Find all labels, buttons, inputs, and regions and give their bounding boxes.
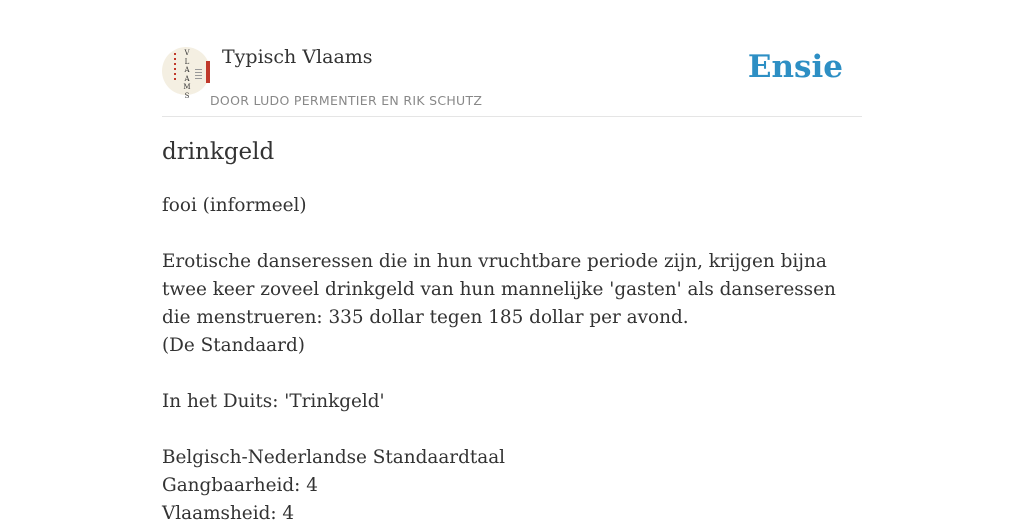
avatar-letters: V L A A M S [183, 49, 191, 100]
entry-body [162, 192, 862, 528]
entry-german: In het Duits: 'Trinkgeld' [162, 391, 385, 412]
entry-gangbaarheid: Gangbaarheid: 4 [162, 475, 318, 496]
ensie-logo-link[interactable]: Ensie [747, 49, 843, 85]
byline: DOOR LUDO PERMENTIER EN RIK SCHUTZ [210, 93, 483, 108]
entry-vlaamsheid: Vlaamsheid: 4 [162, 503, 295, 524]
entry-language-variety: Belgisch-Nederlandse Standaardtaal [162, 447, 506, 468]
avatar-text-lines [195, 69, 202, 81]
entry-example: Erotische danseressen die in hun vruchtbare periode zijn, krijgen bijna twee keer zoveel drinkgeld van hun mannelijke 'gasten' als danseressen die menstrueren: 335 dollar tegen 185 dollar per avond. [162, 251, 836, 328]
spacer [162, 416, 862, 444]
entry-definition: fooi (informeel) [162, 195, 307, 216]
spacer [162, 360, 862, 388]
avatar-accent-strip [206, 61, 210, 83]
page-container [162, 0, 862, 524]
avatar[interactable] [162, 47, 210, 100]
header [162, 0, 862, 117]
site-title[interactable]: Typisch Vlaams [222, 46, 373, 68]
entry-title: drinkgeld [162, 139, 275, 165]
spacer [162, 220, 862, 248]
entry-source: (De Standaard) [162, 335, 305, 356]
avatar-red-marks [174, 53, 176, 83]
